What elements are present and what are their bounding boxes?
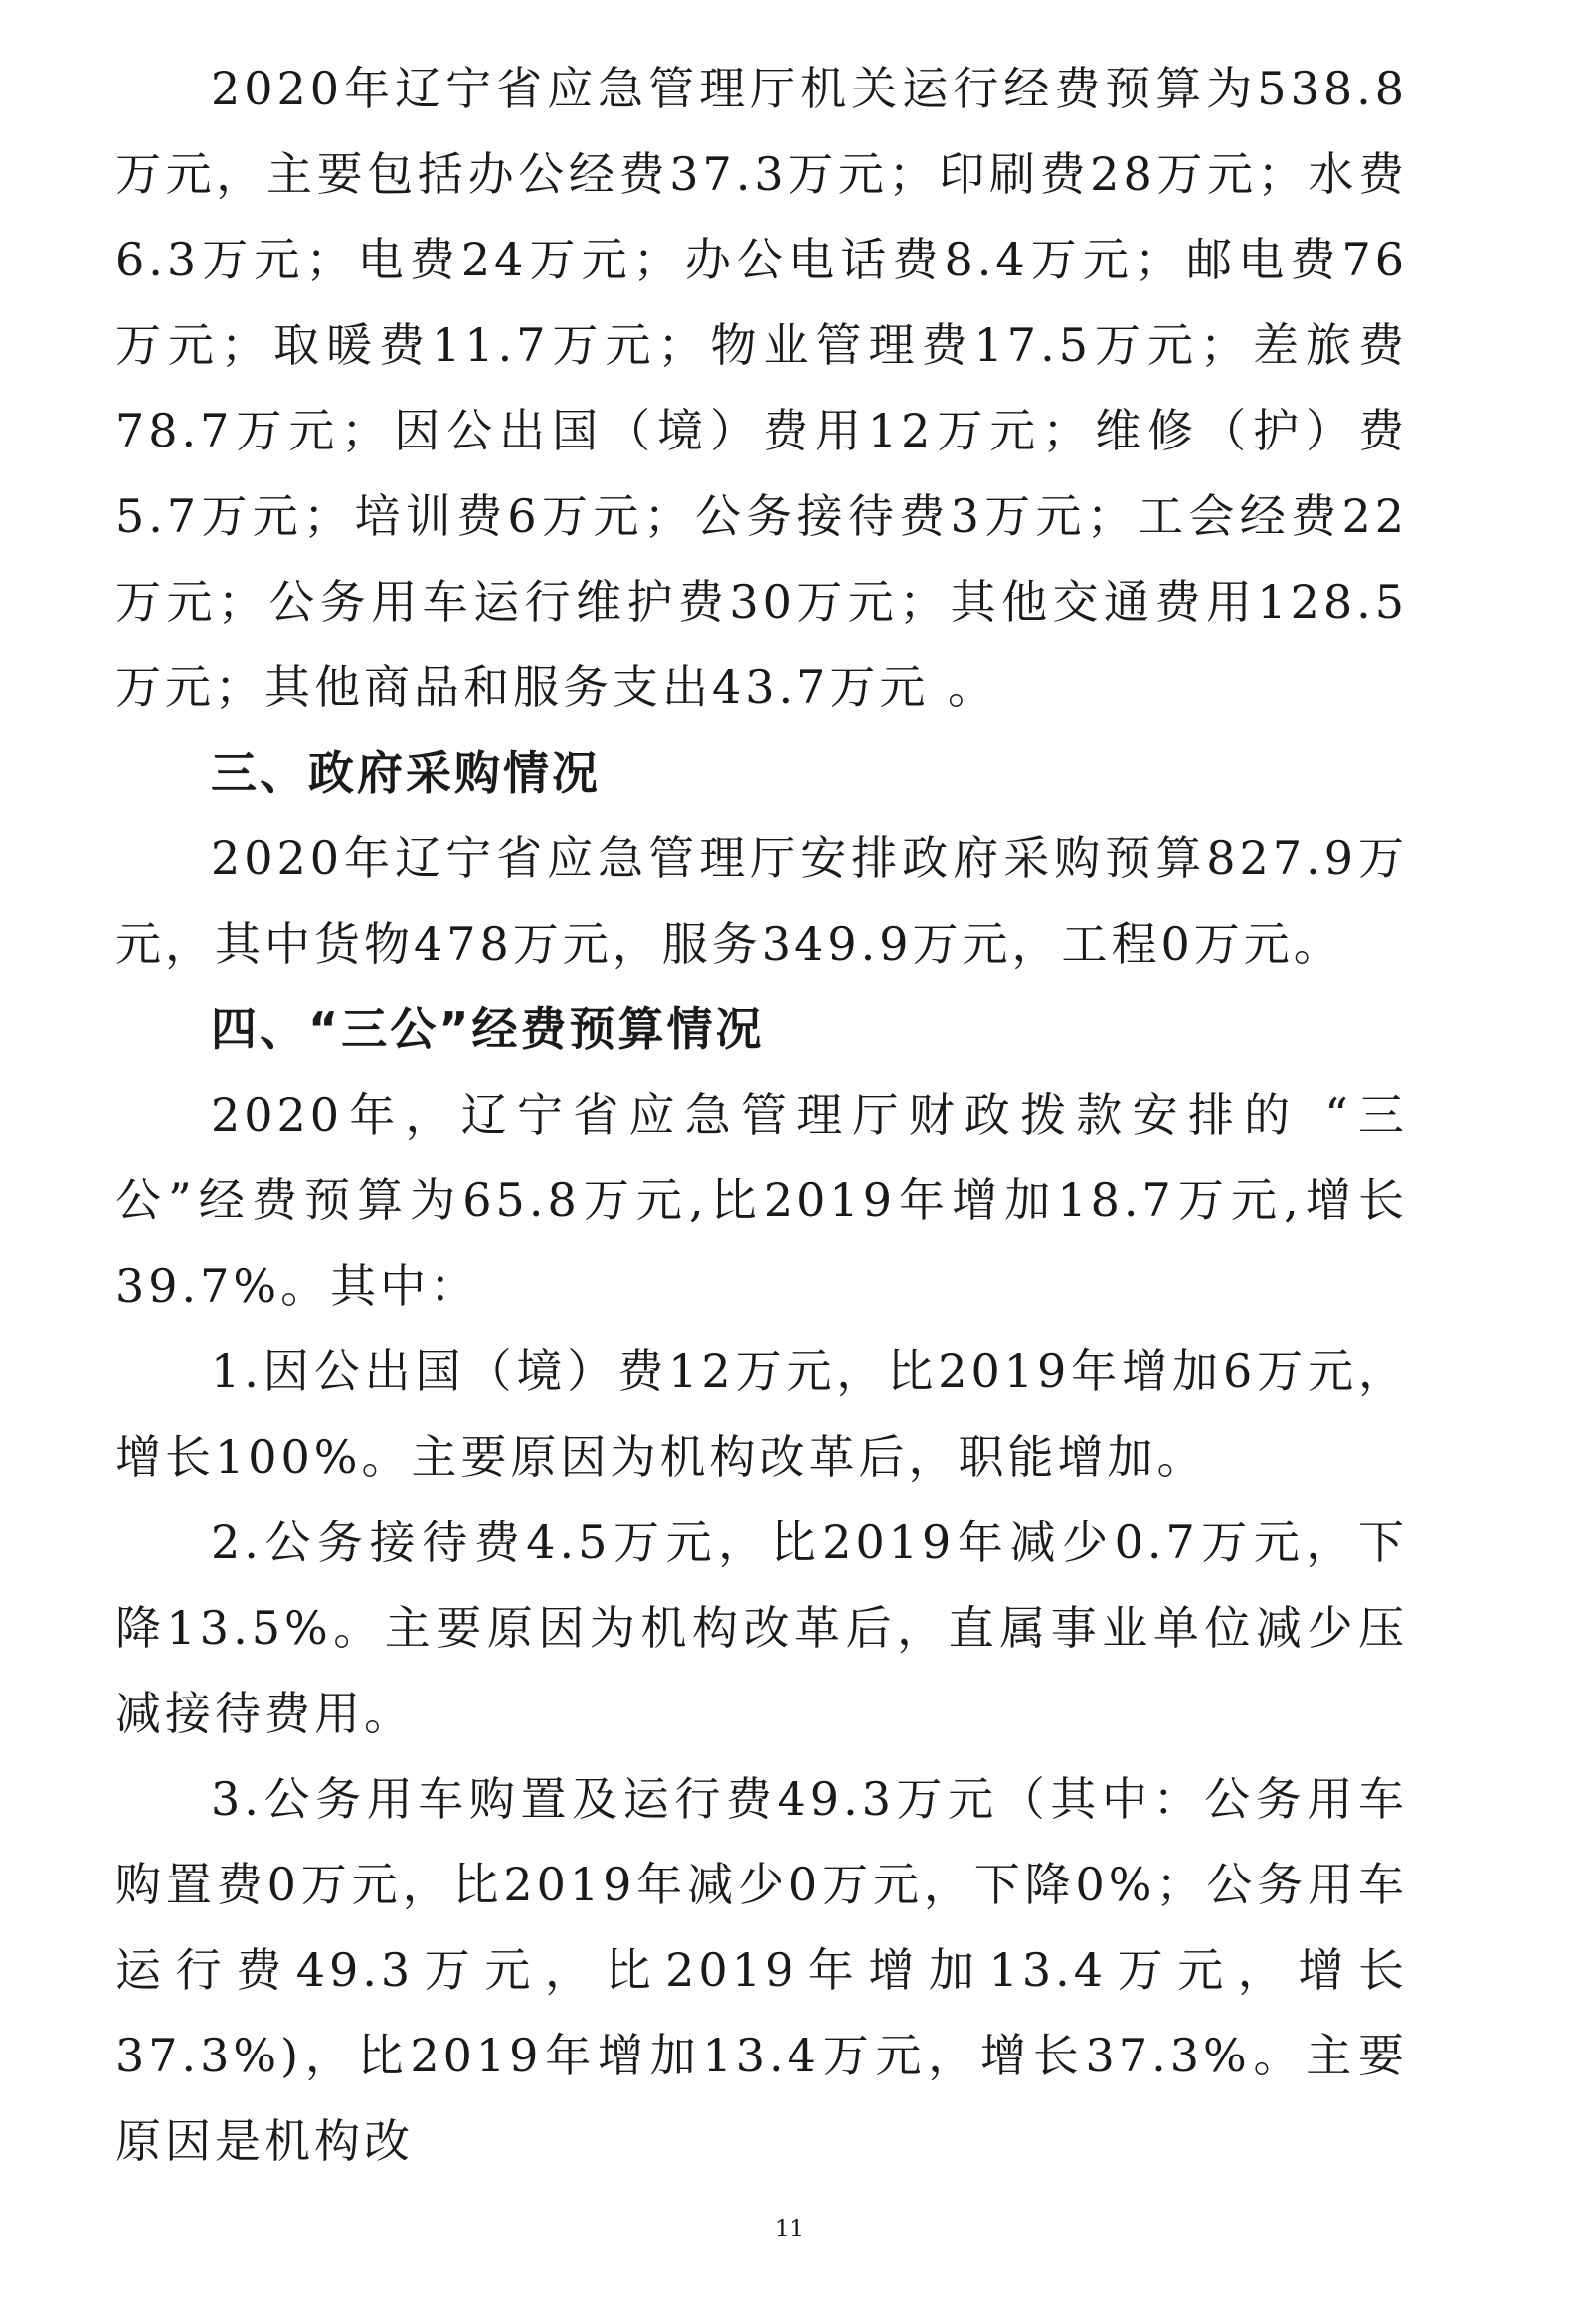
heading-three-public-expenses: 四、“三公”经费预算情况 xyxy=(211,1002,765,1056)
page-number: 11 xyxy=(774,2215,805,2242)
document-body xyxy=(115,46,1408,2184)
paragraph-procurement-budget: 2020年辽宁省应急管理厅安排政府采购预算827.9万元，其中货物478万元，服务349.9万元，工程0万元。 xyxy=(115,831,1408,971)
list-item-official-vehicles: 3.公务用车购置及运行费49.3万元（其中：公务用车购置费0万元，比2019年减少0万元，下降0%；公务用车运行费49.3万元，比2019年增加13.4万元，增长37.3%)，比2019年增加13.4万元，增长37.3%。主要原因是机构改 xyxy=(115,1772,1408,2168)
heading-government-procurement: 三、政府采购情况 xyxy=(211,746,601,800)
paragraph-three-public-summary: 2020年，辽宁省应急管理厅财政拨款安排的 “三公”经费预算为65.8万元,比2019年增加18.7万元,增长39.7%。其中： xyxy=(115,1088,1408,1313)
list-item-official-reception: 2.公务接待费4.5万元，比2019年减少0.7万元，下降13.5%。主要原因为机构改革后，直属事业单位减少压减接待费用。 xyxy=(115,1516,1408,1740)
list-item-overseas-travel: 1.因公出国（境）费12万元，比2019年增加6万元，增长100%。主要原因为机构改革后，职能增加。 xyxy=(115,1344,1408,1484)
paragraph-operating-expenses: 2020年辽宁省应急管理厅机关运行经费预算为538.8万元，主要包括办公经费37.3万元；印刷费28万元；水费6.3万元；电费24万元；办公电话费8.4万元；邮电费76万元；取暖费11.7万元；物业管理费17.5万元；差旅费78.7万元；因公出国（境）费用12万元；维修（护）费5.7万元；培训费6万元；公务接待费3万元；工会经费22万元；公务用车运行维护费30万元；其他交通费用128.5万元；其他商品和服务支出43.7万元 。 xyxy=(115,62,1408,714)
